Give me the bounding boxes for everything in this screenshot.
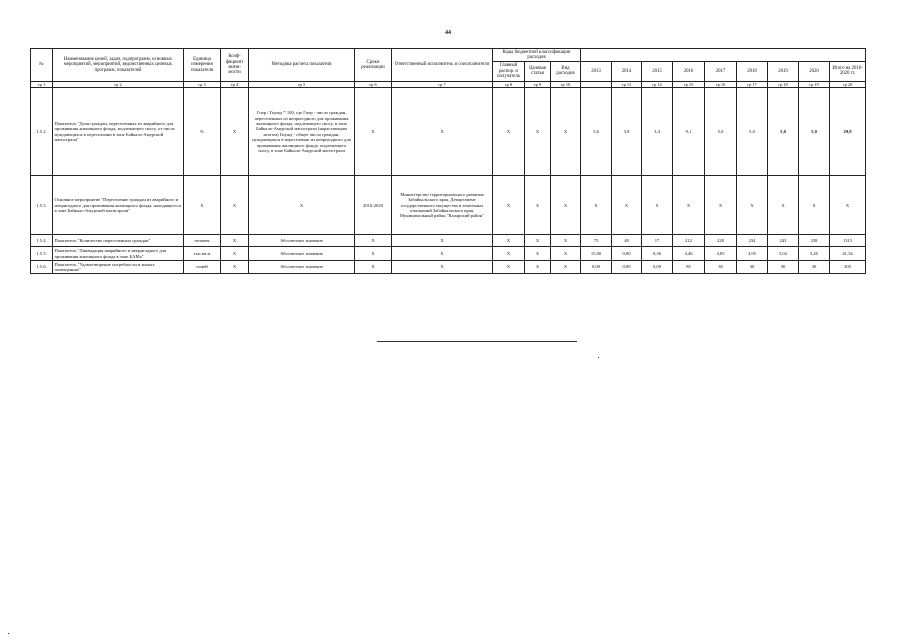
header-years-group [581,49,866,62]
row-target-item-cell: X [525,176,551,235]
column-number-cell: гр 5 [249,81,355,87]
row-executor-cell: X [392,88,493,176]
row-year-value-cell: 48 [612,235,642,247]
row-year-value-cell: 5,0 [705,88,737,176]
page-number: 44 [445,30,451,36]
row-unit-cell: % [184,88,221,176]
row-method-cell: Абсолютное значение [249,235,355,247]
row-period-cell: 2016-2020 [355,176,392,235]
row-target-item-cell: X [525,235,551,247]
row-year-value-cell: 0,00 [642,261,673,274]
header-method: Методика расчета показателя [249,49,355,82]
row-method-cell: Абсолютное значение [249,247,355,261]
row-total-cell: 29,9 [830,88,866,176]
program-indicators-table [30,48,866,274]
column-number-cell: гр 3 [184,81,221,87]
row-year-value-cell: 30 [768,261,799,274]
row-number-cell: 1.5.4. [31,235,53,247]
row-year-value-cell: X [673,176,705,235]
row-year-value-cell: X [768,176,799,235]
header-expense-type: Вид расходов [551,61,581,81]
program-indicators-table-sheet [30,48,863,274]
row-year-value-cell: X [737,176,768,235]
row-year-value-cell: X [612,176,642,235]
header-row-top [31,49,866,62]
row-year-value-cell: X [642,176,673,235]
column-number-cell: гр 15 [673,81,705,87]
row-year-value-cell: 5,45 [799,247,830,261]
row-year-value-cell: X [581,176,612,235]
row-period-cell: X [355,247,392,261]
table-row [31,176,866,235]
column-number-cell: гр 19 [799,81,830,87]
row-year-value-cell: 30 [737,261,768,274]
header-executor: Ответственный исполнитель и соисполнители [392,49,493,82]
table-row [31,247,866,261]
column-number-cell: гр 4 [221,81,249,87]
row-main-admin-cell: X [493,247,525,261]
column-number-cell: гр 1 [31,81,53,87]
header-year-2013: 2013 [581,61,612,81]
row-period-cell: X [355,235,392,247]
row-name-cell: Показатель "Доля граждан, переселенных из аварийного для проживания жилищного фонда, подлежащего сносу, от числа нуждающихся в переселении в зоне Байкало-Амурской магистрали" [53,88,184,176]
header-name: Наименование целей, задач, подпрограмм, основных мероприятий, мероприятий, ведомственных целевых программ, показателей [53,49,184,82]
header-budget-codes: Коды бюджетной классификации расходов [493,49,581,62]
row-year-value-cell: 17 [642,235,673,247]
row-year-value-cell: 243 [768,235,799,247]
header-year-2015: 2015 [642,61,673,81]
row-coef-cell: X [221,247,249,261]
row-year-value-cell: 0,00 [581,261,612,274]
row-year-value-cell: 5,02 [768,247,799,261]
row-period-cell: X [355,88,392,176]
row-name-cell: Показатель "Удовлетворение потребности в жилых помещениях" [53,261,184,274]
row-target-item-cell: X [525,88,551,176]
row-year-value-cell: 3,6 [581,88,612,176]
closing-separator-line [377,341,577,342]
header-period: Сроки реализации [355,49,392,82]
row-main-admin-cell: X [493,261,525,274]
header-main-admin: Главный распор. и получатель [493,61,525,81]
row-main-admin-cell: X [493,88,525,176]
row-year-value-cell: 5,0 [768,88,799,176]
row-year-value-cell: X [799,176,830,235]
row-total-cell: X [830,176,866,235]
column-number-cell: гр 8 [493,81,525,87]
row-method-cell: Гпер / Гнужд * 100, где Гпер - число граждан, переселенных из непригодного для проживания жилищного фонда, подлежащего сносу, в зоне Байкало-Амурской магистрали (нарастающим итогом) Гнужд - общее число граждан, нуждающихся в переселении из непригодного для проживания жилищного фонда, подлежащего сносу, в зоне Байкало-Амурской магистрали [249,88,355,176]
row-year-value-cell: 3,8 [612,88,642,176]
row-coef-cell: X [221,235,249,247]
column-number-cell: гр 18 [768,81,799,87]
table-row [31,88,866,176]
row-unit-cell: человек [184,235,221,247]
row-year-value-cell: 3,4 [642,88,673,176]
scan-speck [598,357,599,358]
row-year-value-cell: 15,00 [581,247,612,261]
header-year-2020: 2020 [799,61,830,81]
row-coef-cell: X [221,88,249,176]
row-expense-type-cell: X [551,247,581,261]
row-unit-cell: X [184,176,221,235]
header-target-item: Целевая статья [525,61,551,81]
row-method-cell: X [249,176,355,235]
row-year-value-cell: 0,00 [612,247,642,261]
column-number-cell: гр 9 [525,81,551,87]
column-number-cell: гр 2 [53,81,184,87]
row-number-cell: 1.5.5. [31,247,53,261]
row-total-cell: 1315 [830,235,866,247]
row-executor-cell: Министерство территориального развития Забайкальского края, Департамент государственного имущества и земельных отношений Забайкальского края, Муниципальный район "Каларский район" [392,176,493,235]
row-coef-cell: X [221,261,249,274]
row-year-value-cell: 0,36 [642,247,673,261]
row-year-value-cell: 234 [737,235,768,247]
header-unit: Единица измерения показателя [184,49,221,82]
row-year-value-cell: X [705,176,737,235]
header-total: Итого на 2016-2020 гг. [830,61,866,81]
row-year-value-cell: 5,0 [799,88,830,176]
row-number-cell: 1.5.2. [31,88,53,176]
row-main-admin-cell: X [493,176,525,235]
column-number-cell: гр 14 [642,81,673,87]
column-number-cell: гр 13 [612,81,642,87]
scan-speck [8,633,9,634]
header-no: № [31,49,53,82]
row-year-value-cell: 0,00 [612,261,642,274]
row-year-value-cell: 228 [705,235,737,247]
row-year-value-cell: 30 [799,261,830,274]
column-number-cell: гр 16 [705,81,737,87]
row-year-value-cell: 238 [799,235,830,247]
column-number-cell: гр 7 [392,81,493,87]
row-executor-cell: X [392,235,493,247]
header-year-2018: 2018 [737,61,768,81]
row-year-value-cell: 4,46 [673,247,705,261]
row-coef-cell: X [221,176,249,235]
row-number-cell: 1.5.3. [31,176,53,235]
row-name-cell: Показатель "Количество переселенных граждан" [53,235,184,247]
row-main-admin-cell: X [493,235,525,247]
column-number-cell: гр 20 [830,81,866,87]
row-expense-type-cell: X [551,88,581,176]
row-number-cell: 1.5.6. [31,261,53,274]
header-coef: Коэф-фициент значи-мости [221,49,249,82]
column-number-cell: гр 17 [737,81,768,87]
row-unit-cell: тыс.кв.м [184,247,221,261]
row-expense-type-cell: X [551,261,581,274]
row-year-value-cell: 5,0 [737,88,768,176]
row-year-value-cell: 85 [673,261,705,274]
row-year-value-cell: 9,1 [673,88,705,176]
row-year-value-cell: 30 [705,261,737,274]
header-year-2017: 2017 [705,61,737,81]
column-number-cell: гр 10 [551,81,581,87]
row-year-value-cell: 212 [673,235,705,247]
row-executor-cell: X [392,261,493,274]
column-number-cell: гр 6 [355,81,392,87]
row-name-cell: Основное мероприятие "Переселение граждан из аварийного и непригодного для проживания жилищного фонда, находящегося в зоне Байкало-Амурской магистрали" [53,176,184,235]
row-period-cell: X [355,261,392,274]
table-row [31,261,866,274]
row-name-cell: Показатель "Ликвидация аварийного и непригодного для проживания жилищного фонда в зоне БАМа" [53,247,184,261]
row-target-item-cell: X [525,261,551,274]
row-year-value-cell: 4,85 [705,247,737,261]
header-year-2019: 2019 [768,61,799,81]
row-total-cell: 41,34 [830,247,866,261]
table-row [31,235,866,247]
row-year-value-cell: 4,95 [737,247,768,261]
row-expense-type-cell: X [551,235,581,247]
row-executor-cell: X [392,247,493,261]
header-year-2016: 2016 [673,61,705,81]
row-target-item-cell: X [525,247,551,261]
row-method-cell: Абсолютное значение [249,261,355,274]
row-unit-cell: семей [184,261,221,274]
row-year-value-cell: 75 [581,235,612,247]
row-expense-type-cell: X [551,176,581,235]
header-year-2014: 2014 [612,61,642,81]
row-total-cell: 205 [830,261,866,274]
